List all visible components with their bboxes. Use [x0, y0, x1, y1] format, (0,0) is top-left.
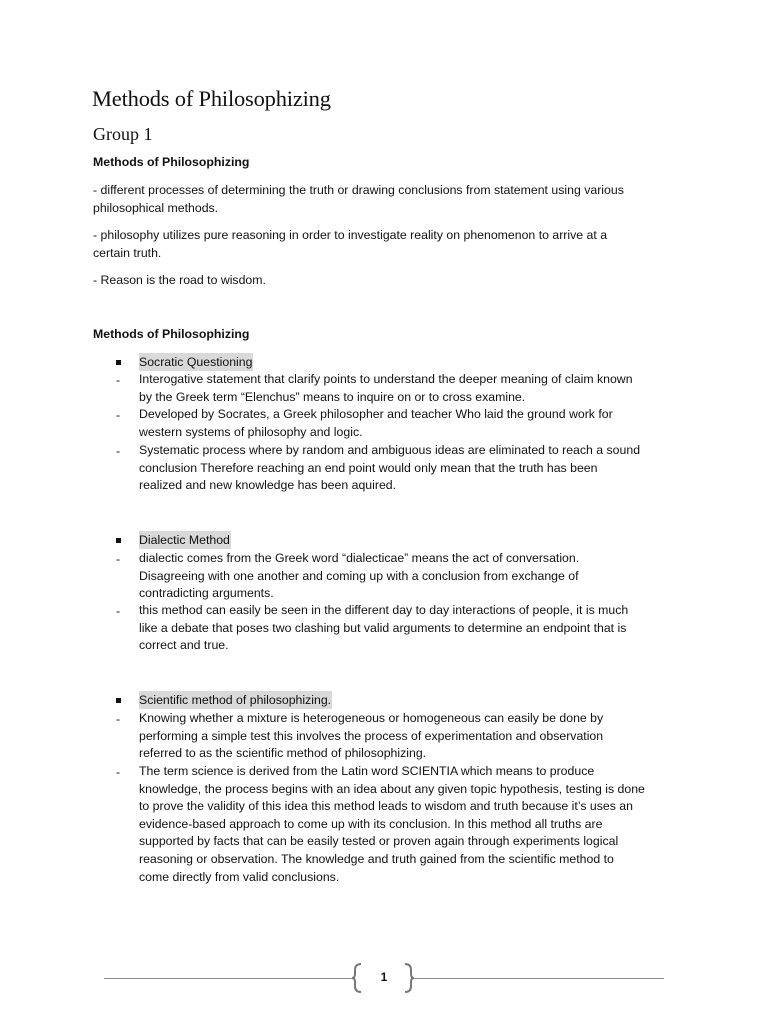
document-title: Methods of Philosophizing: [92, 86, 331, 111]
footer-rule-right: [414, 978, 664, 979]
list-item: [139, 763, 679, 886]
item-line: contradicting arguments.: [139, 586, 274, 601]
item-line: to prove the validity of this idea this method leads to wisdom and truth because it’s uses an: [139, 799, 633, 814]
item-line: Systematic process where by random and ambiguous ideas are eliminated to reach a sound: [139, 443, 641, 457]
footer-rule-left: [104, 978, 354, 979]
method-title-dialectic: Dialectic Method: [139, 533, 230, 547]
intro-paragraph-2: [93, 226, 673, 262]
item-line: reasoning or observation. The knowledge and truth gained from the scientific method to: [139, 851, 614, 866]
item-line: performing a simple test this involves the process of experimentation and observation: [139, 728, 604, 743]
item-line: realized and new knowledge has been aquired.: [139, 478, 397, 493]
section-heading-1: Methods of Philosophizing: [93, 155, 250, 169]
item-line: evidence-based approach to come up with its conclusion. In this method all truths are: [139, 816, 603, 831]
page-number: 1: [380, 970, 388, 984]
list-item: [139, 442, 679, 495]
item-line: by the Greek term “Elenchus” means to inquire on or to cross examine.: [139, 389, 526, 404]
list-item: [139, 406, 679, 441]
method-title-scientific: Scientific method of philosophizing.: [139, 693, 332, 707]
intro-line: - Reason is the road to wisdom.: [93, 273, 266, 287]
list-item: [139, 710, 679, 763]
square-bullet-icon: [116, 538, 121, 543]
intro-paragraph-1: [93, 181, 673, 217]
dash-bullet: -: [116, 552, 121, 566]
intro-paragraph-3: [93, 271, 673, 289]
item-line: Disagreeing with one another and coming up with a conclusion from exchange of: [139, 568, 579, 583]
item-line: Developed by Socrates, a Greek philosopher and teacher Who laid the ground work for: [139, 407, 613, 421]
section-heading-2: Methods of Philosophizing: [93, 327, 250, 341]
list-item: [139, 371, 679, 406]
item-line: Interogative statement that clarify points to understand the deeper meaning of claim known: [139, 372, 633, 386]
item-line: knowledge, the process begins with an idea about any given topic hypothesis, testing is done: [139, 781, 645, 796]
dash-bullet: -: [116, 408, 121, 422]
item-line: supported by facts that can be easily tested or proven again through experiments logical: [139, 834, 619, 849]
intro-line: - philosophy utilizes pure reasoning in order to investigate reality on phenomenon to arrive at a: [93, 228, 608, 242]
dash-bullet: -: [116, 373, 121, 387]
square-bullet-icon: [116, 360, 121, 365]
item-line: referred to as the scientific method of philosophizing.: [139, 746, 427, 761]
item-line: come directly from valid conclusions.: [139, 869, 340, 884]
intro-line: - different processes of determining the truth or drawing conclusions from statement using various: [93, 183, 624, 197]
item-line: The term science is derived from the Latin word SCIENTIA which means to produce: [139, 764, 595, 778]
item-line: dialectic comes from the Greek word “dialecticae” means the act of conversation.: [139, 551, 580, 565]
list-item: [139, 550, 679, 603]
dash-bullet: -: [116, 765, 121, 779]
dash-bullet: -: [116, 444, 121, 458]
intro-line: philosophical methods.: [93, 201, 219, 215]
intro-line: certain truth.: [93, 246, 162, 260]
item-line: Knowing whether a mixture is heterogeneous or homogeneous can easily be done by: [139, 711, 604, 725]
list-item: [139, 602, 679, 655]
group-heading: Group 1: [93, 124, 153, 144]
item-line: conclusion Therefore reaching an end point would only mean that the truth has been: [139, 460, 598, 475]
item-line: correct and true.: [139, 638, 229, 653]
dash-bullet: -: [116, 712, 121, 726]
item-line: this method can easily be seen in the different day to day interactions of people, it is much: [139, 603, 629, 617]
square-bullet-icon: [116, 698, 121, 703]
item-line: like a debate that poses two clashing but valid arguments to determine an endpoint that is: [139, 620, 627, 635]
method-title-socratic: Socratic Questioning: [139, 355, 253, 369]
right-brace-icon: [402, 962, 416, 994]
dash-bullet: -: [116, 604, 121, 618]
item-line: western systems of philosophy and logic.: [139, 424, 363, 439]
left-brace-icon: [350, 962, 364, 994]
